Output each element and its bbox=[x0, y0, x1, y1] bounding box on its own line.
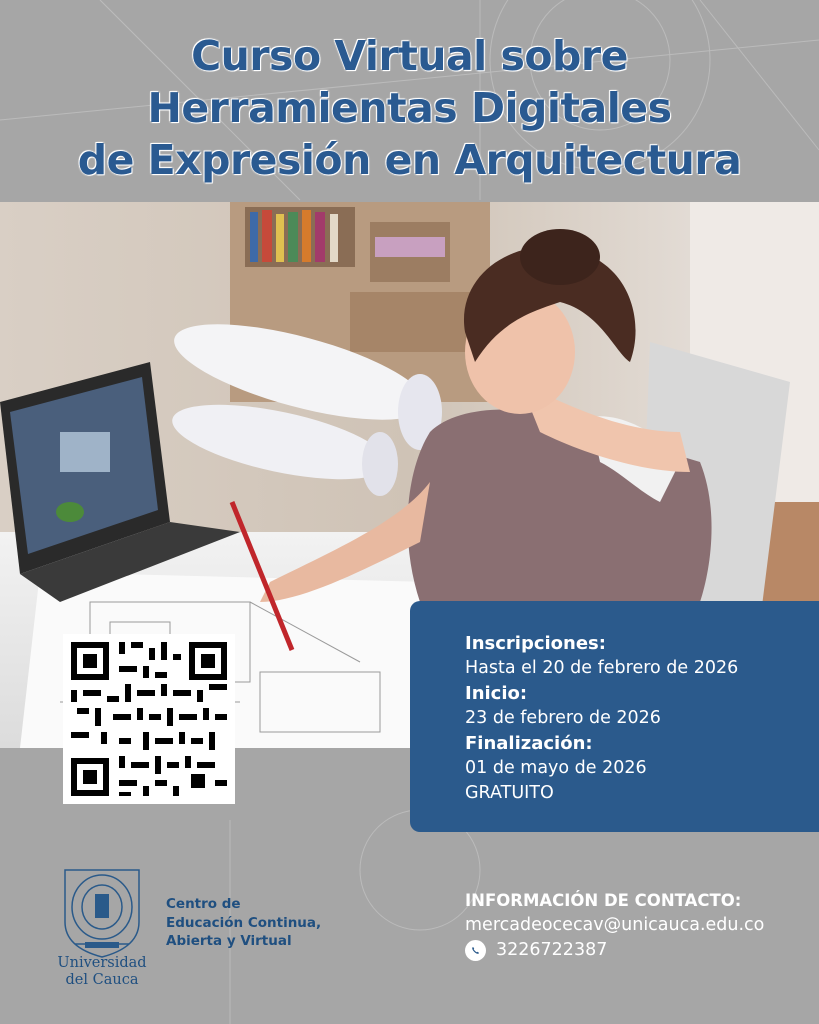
registration-label: Inscripciones: bbox=[465, 633, 606, 654]
cost-label: GRATUITO bbox=[465, 783, 554, 803]
course-title bbox=[0, 30, 819, 186]
start-label: Inicio: bbox=[465, 683, 528, 704]
center-name bbox=[166, 895, 321, 951]
contact-phone-row[interactable] bbox=[465, 938, 764, 963]
center-name-line-1: Centro de bbox=[166, 896, 241, 912]
qr-code[interactable] bbox=[63, 634, 235, 804]
contact-info bbox=[465, 888, 764, 963]
course-title-line-2: Herramientas Digitales bbox=[147, 84, 672, 132]
university-name bbox=[52, 955, 152, 989]
course-title-line-1: Curso Virtual sobre bbox=[191, 32, 628, 80]
contact-email[interactable]: mercadeocecav@unicauca.edu.co bbox=[465, 915, 765, 935]
university-name-line-2: del Cauca bbox=[65, 972, 139, 988]
contact-phone: 3226722387 bbox=[496, 940, 608, 960]
contact-heading: INFORMACIÓN DE CONTACTO: bbox=[465, 891, 742, 910]
end-value: 01 de mayo de 2026 bbox=[465, 758, 647, 778]
registration-value: Hasta el 20 de febrero de 2026 bbox=[465, 658, 739, 678]
whatsapp-icon bbox=[465, 940, 486, 961]
university-name-line-1: Universidad bbox=[57, 955, 147, 971]
center-name-line-2: Educación Continua, bbox=[166, 914, 322, 931]
start-value: 23 de febrero de 2026 bbox=[465, 708, 661, 728]
course-title-line-3: de Expresión en Arquitectura bbox=[77, 136, 742, 184]
course-info-panel bbox=[410, 601, 819, 832]
qr-code-pattern bbox=[63, 634, 235, 804]
end-label: Finalización: bbox=[465, 733, 593, 754]
center-name-line-3: Abierta y Virtual bbox=[166, 933, 292, 949]
